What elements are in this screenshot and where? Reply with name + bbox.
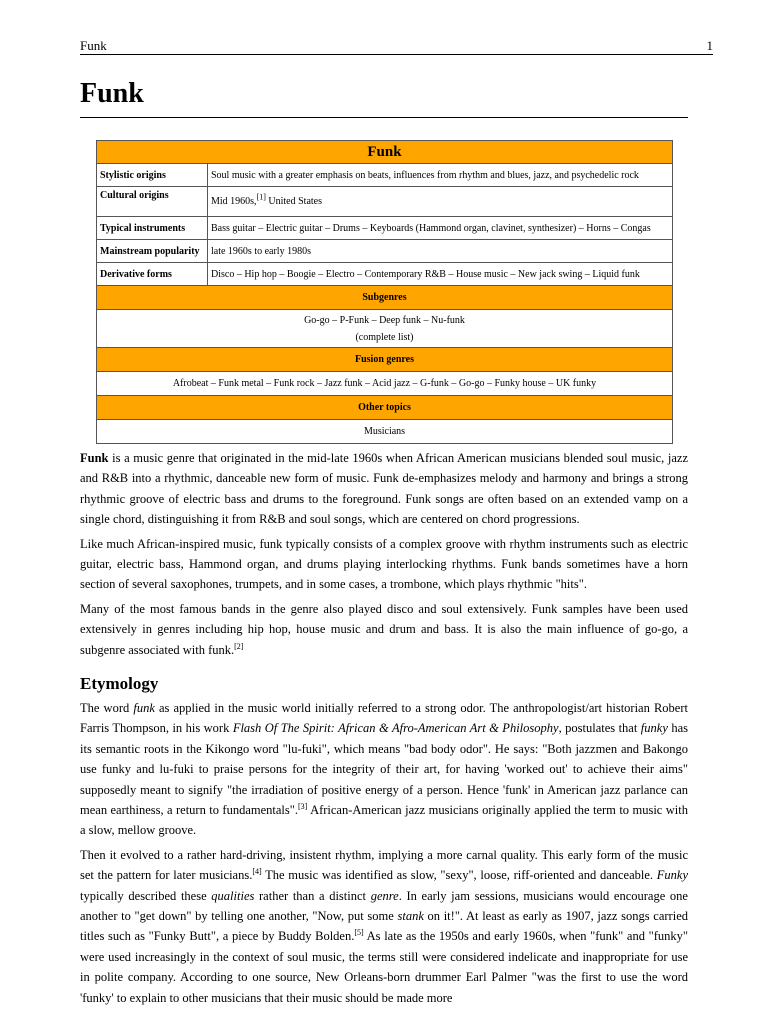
infobox-label-derivative-forms: Derivative forms bbox=[97, 263, 208, 286]
infobox bbox=[96, 140, 673, 444]
infobox-label-mainstream-popularity: Mainstream popularity bbox=[97, 240, 208, 263]
ety-p2-stank-italic: stank bbox=[397, 909, 424, 924]
intro-paragraph-3-text: Many of the most famous bands in the genre also played disco and soul extensively. Funk samples have been used extensively in genres including hip hop, house music and drum and bass. It is also the main influence of go-go, a subgenre associated with funk. bbox=[80, 601, 688, 657]
intro-paragraph-3 bbox=[80, 599, 688, 660]
ety-p1-c: as applied in the music world initially referred to a strong odor. The anthropologist/art historian Robert Farris Thompson, in his work bbox=[80, 701, 688, 736]
etymology-paragraph-2 bbox=[80, 845, 688, 1008]
etymology-paragraph-1 bbox=[80, 698, 688, 841]
infobox-value-derivative-forms[interactable]: Disco – Hip hop – Boogie – Electro – Contemporary R&B – House music – New jack swing – Liquid funk bbox=[208, 263, 673, 286]
ety-p1-funk-italic: funk bbox=[133, 701, 155, 715]
ety-p2-b: The music was identified as slow, "sexy", loose, riff-oriented and danceable. bbox=[261, 868, 657, 883]
citation-1[interactable]: [1] bbox=[256, 192, 266, 202]
citation-2[interactable]: [2] bbox=[234, 641, 244, 651]
infobox-section-fusion-genres: Fusion genres bbox=[97, 348, 673, 372]
ety-p2-h: . In early jam sessions, musicians would encourage one another to "get down" by telling one another, "Now, put some bbox=[80, 888, 688, 924]
infobox-value-mainstream-popularity: late 1960s to early 1980s bbox=[208, 240, 673, 263]
ety-p2-k: As late as the 1950s and early 1960s, when "funk" and "funky" were used increasingly in the context of soul music, the terms still were considered indelicate and inappropriate for use in polite company. According to one source, New Orleans-born drummer Earl Palmer "was the first to use the word 'funky' to explain to other musicians that their music should be made more bbox=[80, 929, 689, 1005]
ety-p2-genre-italic: genre bbox=[370, 888, 399, 903]
intro-term: Funk bbox=[80, 451, 109, 465]
infobox-section-other-topics: Other topics bbox=[97, 396, 673, 420]
infobox-title: Funk bbox=[97, 141, 673, 164]
cultural-origins-place[interactable]: United States bbox=[265, 196, 322, 207]
page-header bbox=[80, 38, 713, 55]
title-divider bbox=[80, 117, 688, 118]
infobox-subgenres-cell bbox=[97, 310, 673, 348]
ety-p1-g: has its semantic roots in the Kikongo word "lu-fuki", which means "bad body odor". He says: "Both jazzmen and Bakongo use funky and lu-fuki to praise persons for the integrity of their art, for having 'worked out' to achieve their aims" supposedly meant to signify "the irradiation of positive energy of a person. Hence 'funk' in American jazz parlance can mean earthiness, a return to fundamentals". bbox=[80, 721, 688, 818]
intro-section bbox=[80, 448, 688, 664]
subgenres-complete-list-link[interactable]: (complete list) bbox=[355, 331, 414, 343]
ety-p1-book-title: Flash Of The Spirit: African & Afro-American Art & Philosophy bbox=[232, 721, 559, 736]
intro-paragraph-1 bbox=[80, 448, 688, 530]
ety-p1-a: The word bbox=[80, 701, 134, 715]
ety-p2-a: Then it evolved to a rather hard-driving, insistent rhythm, implying a more carnal quality. This early form of the music set the pattern for later musicians. bbox=[80, 847, 688, 883]
intro-paragraph-2: Like much African-inspired music, funk typically consists of a complex groove with rhythm instruments such as electric guitar, electric bass, Hammond organ, and drums playing interlocking rhythms. Funk bands sometimes have a horn section of several saxophones, trumpets, and in some cases, a trombone, which plays rhythmic "hits". bbox=[80, 536, 688, 592]
infobox-label-typical-instruments: Typical instruments bbox=[97, 217, 208, 240]
ety-p2-qualities-italic: qualities bbox=[211, 888, 255, 903]
ety-p2-funky-italic: Funky bbox=[656, 868, 688, 883]
etymology-section bbox=[80, 698, 688, 1012]
citation-4[interactable]: [4] bbox=[252, 867, 262, 877]
infobox-value-cultural-origins bbox=[208, 187, 673, 217]
subgenres-list[interactable]: Go-go – P-Funk – Deep funk – Nu-funk bbox=[304, 314, 465, 326]
fusion-genres-list[interactable]: Afrobeat – Funk metal – Funk rock – Jazz funk – Acid jazz – G-funk – Go-go – Funky house – UK funky bbox=[97, 372, 673, 396]
page-number: 1 bbox=[706, 38, 713, 53]
infobox-label-stylistic-origins: Stylistic origins bbox=[97, 164, 208, 187]
page-title: Funk bbox=[80, 78, 144, 109]
infobox-value-stylistic-origins[interactable]: Soul music with a greater emphasis on beats, influences from rhythm and blues, jazz, and psychedelic rock bbox=[208, 164, 673, 187]
intro-paragraph-1-text: is a music genre that originated in the mid-late 1960s when African American musicians blended soul music, jazz and R&B into a rhythmic, danceable new form of music. Funk de-emphasizes melody and harmony and brings a strong rhythmic groove of electric bass and drums to the foreground. Funk songs are often based on an extended vamp on a single chord, distinguishing it from R&B and soul songs, which are centered on chord progressions. bbox=[80, 451, 688, 527]
infobox-value-typical-instruments[interactable]: Bass guitar – Electric guitar – Drums – Keyboards (Hammond organ, clavinet, synthesizer) – Horns – Congas bbox=[208, 217, 673, 240]
ety-p2-f: rather than a distinct bbox=[254, 888, 371, 903]
citation-5[interactable]: [5] bbox=[354, 928, 364, 938]
infobox-label-cultural-origins: Cultural origins bbox=[97, 187, 208, 217]
ety-p1-e: , postulates that bbox=[558, 721, 641, 736]
ety-p2-d: typically described these bbox=[80, 888, 212, 903]
etymology-heading: Etymology bbox=[80, 674, 159, 693]
other-topics-musicians-link[interactable]: Musicians bbox=[97, 420, 673, 444]
ety-p1-funky-italic: funky bbox=[640, 721, 668, 736]
infobox-section-subgenres: Subgenres bbox=[97, 286, 673, 310]
cultural-origins-date: Mid 1960s, bbox=[211, 196, 257, 207]
ety-p2-j: on it!". At least as early as 1907, jazz songs carried titles such as "Funky Butt", a piece by Buddy Bolden. bbox=[80, 909, 688, 944]
header-title: Funk bbox=[80, 38, 107, 53]
ety-p1-h: African-American jazz musicians originally applied the term to music with a slow, mellow groove. bbox=[80, 803, 688, 838]
citation-3[interactable]: [3] bbox=[298, 801, 308, 811]
